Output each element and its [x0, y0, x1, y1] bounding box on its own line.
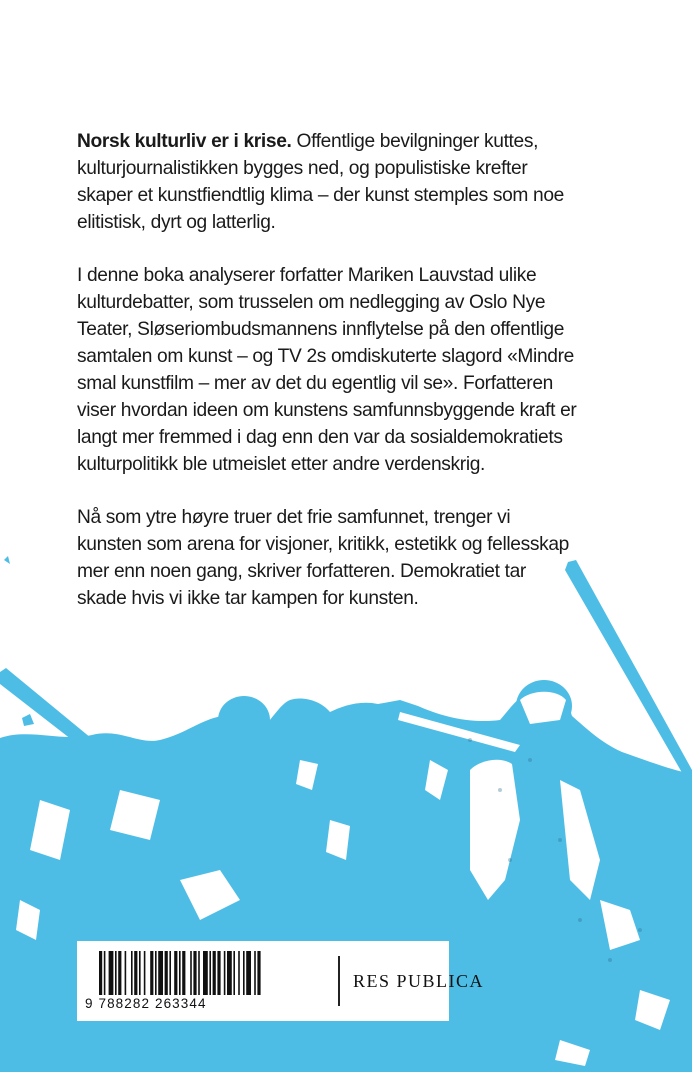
blurb-lead: Norsk kulturliv er i krise.	[77, 131, 292, 152]
blurb-paragraph-2: I denne boka analyserer forfatter Mariken Lauvstad ulike kulturdebatter, som trusselen om nedlegging av Oslo Nye Teater, Sløseriombudsmannens innflytelse på den offentlige samtalen om kunst – og TV 2s omdiskuterte slagord «Mindre smal kunstfilm – mer av det du egentlig vil se». Forfatteren viser hvordan ideen om kunstens samfunnsbyggende kraft er langt mer fremmed i dag enn den var da sosialdemokratiets kulturpolitikk ble utmeislet etter andre verdenskrig.	[77, 265, 577, 475]
blurb-text	[77, 128, 577, 638]
publisher-name: RES PUBLICA	[353, 971, 485, 991]
isbn-number: 9 788282 263344	[85, 996, 207, 1011]
blurb-paragraph-3: Nå som ytre høyre truer det frie samfunnet, trenger vi kunsten som arena for visjoner, kritikk, estetikk og fellesskap mer enn noen gang, skriver forfatteren. Demokratiet tar skade hvis vi ikke tar kampen for kunsten.	[77, 507, 569, 609]
blurb-paragraph-1	[77, 128, 577, 236]
barcode-panel	[77, 941, 485, 1021]
divider-line	[338, 956, 340, 1006]
blurb-paragraph-1-text: Offentlige bevilgninger kuttes, kulturjournalistikken bygges ned, og populistiske krefter skaper et kunstfiendtlig klima – der kunst stemples som noe elitistisk, dyrt og latterlig.	[77, 131, 564, 233]
